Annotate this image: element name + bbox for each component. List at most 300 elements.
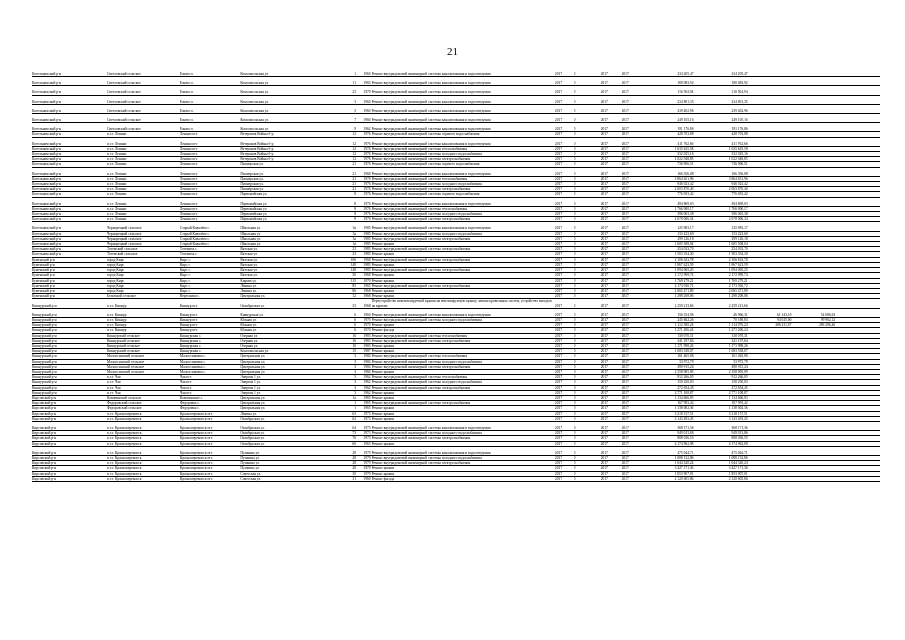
district-cell: Кирсовский р-н [32,426,107,431]
locality-cell: Тотемиха с. [180,252,240,257]
locality-cell: Красноперекопск пгт. [180,466,240,471]
settlement-cell: Коковинский сельское [107,395,180,400]
work-cell: Ремонт внутридомовой инженерной системы горячего водоснабжения [372,162,555,167]
street-cell: Вятская ул. [240,257,336,262]
settlement-cell: п.г.т. Чая [107,385,180,390]
year-start-cell: 2017 [601,426,622,431]
year-end-cell: 2017 [622,252,643,257]
extra-cell: 1979 [357,456,372,461]
settlement-cell: Малоосинский сельское [107,359,180,364]
type-cell: 0 [574,273,601,278]
type-cell: 0 [574,354,601,359]
street-cell: Вятская ул. [240,247,336,252]
year-start-cell: 2017 [601,176,622,181]
cost-total-cell: 368 171,36 [642,426,694,431]
work-cell: Ремонт внутридомовой инженерной системы холодного водоснабжения [372,231,555,236]
settlement-cell: п.г.т. Чая [107,380,180,385]
extra-cell: 1962 [357,127,372,132]
type-cell: 0 [574,369,601,374]
year-end-cell: 2017 [622,456,643,461]
cost-total-cell: 4 174 962,08 [642,441,694,446]
extra-cell: 1973 [357,431,372,436]
year-plan-cell: 2017 [555,242,574,247]
house-cell: 56 [336,273,357,278]
street-cell: Первомайская ул. [240,217,336,222]
street-cell: Центральная ул. [240,364,336,369]
locality-cell: Чая пгт. [180,380,240,385]
street-cell: Озерная ул. [240,333,336,338]
type-cell: 0 [574,406,601,411]
type-cell: 0 [574,390,601,395]
street-cell: Ветеранов Войны б-р [240,152,336,157]
work-cell: Ремонт крыши [372,278,555,283]
cost-col3-cell: 286 411,07 [749,323,793,328]
extra-cell: 1962 [357,380,372,385]
extra-cell: 1968 [357,257,372,262]
year-end-cell: 2017 [622,406,643,411]
year-end-cell: 2017 [622,338,643,343]
year-start-cell: 2017 [601,172,622,177]
street-cell: Пушкина ул. [240,466,336,471]
work-cell: Ремонт крыши [372,369,555,374]
year-plan-cell: 2017 [555,390,574,395]
house-cell: 28 [336,451,357,456]
type-cell: 0 [574,401,601,406]
house-cell: 23 [336,252,357,257]
cost-total-cell: 2 603 870,40 [642,187,694,192]
district-cell: Котельничский р-н [32,217,107,222]
district-cell: Котельничский р-н [32,206,107,211]
year-start-cell: 2017 [601,192,622,197]
year-start-cell: 2017 [601,202,622,207]
district-cell: Кикнурский р-н [32,299,107,308]
settlement-cell: Чернорецкий сельское [107,231,180,236]
work-cell: Ремонт внутридомовой инженерной системы электроснабжения [372,217,555,222]
year-plan-cell: 2017 [555,162,574,167]
cost-fund-cell: 3 218 157,51 [694,411,748,416]
type-cell: 0 [574,411,601,416]
house-cell: 7 [336,118,357,123]
cost-fund-cell: 33 972,79 [694,359,748,364]
year-plan-cell: 2017 [555,152,574,157]
cost-fund-cell: 239 402,96 [694,109,748,114]
cost-total-cell: 1 867 623,59 [642,262,694,267]
street-cell: Южная ул. [240,328,336,333]
year-start-cell: 2017 [601,390,622,395]
locality-cell: Кирс с. [180,288,240,293]
type-cell: 0 [574,456,601,461]
street-cell: Советская ул. [240,471,336,476]
type-cell: 0 [574,226,601,231]
cost-fund-cell: 411 762,66 [694,142,748,147]
street-cell: Октябрьская ул. [240,426,336,431]
year-end-cell: 2017 [622,375,643,380]
type-cell: 0 [574,323,601,328]
year-plan-cell: 2017 [555,247,574,252]
year-start-cell: 2017 [601,100,622,105]
year-start-cell: 2017 [601,317,622,322]
house-cell: 1а [336,395,357,400]
work-cell: Ремонт внутридомовой инженерной системы электроснабжения [372,268,555,273]
house-cell: 86 [336,288,357,293]
district-cell: Котельничский р-н [32,81,107,86]
locality-cell: Кикнурская с. [180,333,240,338]
house-cell: 9 [336,127,357,132]
year-start-cell: 2017 [601,456,622,461]
cost-fund-cell: 2 065 471,89 [694,288,748,293]
table-row [32,476,880,481]
cost-total-cell: 125 983,17 [642,226,694,231]
year-start-cell: 2017 [601,182,622,187]
district-cell: Котельничский р-н [32,247,107,252]
cost-total-cell: 161 465,06 [642,354,694,359]
year-end-cell: 2017 [622,226,643,231]
house-cell: 8 [336,217,357,222]
settlement-cell: п.г.т. Чая [107,375,180,380]
cost-fund-cell: 1 683 538,07 [694,349,748,354]
year-end-cell: 2017 [622,90,643,95]
locality-cell: Ежово п. [180,90,240,95]
district-cell: Кикнурский р-н [32,323,107,328]
work-cell: Ремонт внутридомовой инженерной системы теплоснабжения [372,333,555,338]
street-cell: Школьная ул. [240,226,336,231]
locality-cell: Тотемиха с. [180,247,240,252]
street-cell: Озерная ул. [240,338,336,343]
street-cell: Южная ул. [240,323,336,328]
type-cell: 0 [574,328,601,333]
extra-cell: 1965 [357,401,372,406]
district-cell: Котельничский р-н [32,157,107,162]
year-plan-cell: 2017 [555,401,574,406]
street-cell: Центральная ул. [240,294,336,299]
extra-cell: 1976 [357,212,372,217]
street-cell: Комсомольская ул. [240,118,336,123]
type-cell: 0 [574,132,601,137]
year-start-cell: 2017 [601,257,622,262]
extra-cell: 1976 [357,152,372,157]
work-cell: Ремонт внутридомовой инженерной системы электроснабжения [372,401,555,406]
year-start-cell: 2017 [601,90,622,95]
house-cell: 6 [336,328,357,333]
year-plan-cell: 2017 [555,132,574,137]
work-cell: Ремонт внутридомовой инженерной системы канализования и водоотведения [372,172,555,177]
type-cell: 0 [574,461,601,466]
type-cell: 0 [574,109,601,114]
work-cell: Ремонт внутридомовой инженерной системы холодного водоснабжения [372,359,555,364]
cost-fund-cell: 1 867 623,59 [694,262,748,267]
settlement-cell: п.г.т. Ленино [107,192,180,197]
cost-fund-cell: 2 771 108,87 [694,390,748,395]
district-cell: Кирсовский р-н [32,411,107,416]
year-end-cell: 2017 [622,411,643,416]
locality-cell: Старый Ковалёво с. [180,226,240,231]
house-cell: 28 [336,466,357,471]
cost-total-cell: 2 259 213,66 [642,299,694,308]
type-cell: 0 [574,343,601,348]
district-cell: Котельничский р-н [32,152,107,157]
house-cell: 115 [336,278,357,283]
year-plan-cell: 2017 [555,369,574,374]
extra-cell: 1965 [357,406,372,411]
work-cell: Ремонт крыши [372,349,555,354]
year-plan-cell: 2017 [555,283,574,288]
extra-cell: 1960 [357,72,372,77]
cost-fund-cell: 332 025,16 [694,152,748,157]
district-cell: Кирсовский р-н [32,451,107,456]
cost-total-cell: 2 358 905,09 [642,369,694,374]
type-cell: 0 [574,157,601,162]
cost-col4-cell: 286 286,40 [792,323,836,328]
locality-cell: Вересники с. [180,294,240,299]
cost-total-cell: 1 112 500,24 [642,323,694,328]
extra-cell: 1962 [357,390,372,395]
cost-col4-cell [792,299,836,308]
street-cell: Школьная ул. [240,242,336,247]
work-cell: Ремонт внутридомовой инженерной системы теплоснабжения [372,375,555,380]
district-cell: Кирсовский р-н [32,395,107,400]
type-cell: 0 [574,127,601,132]
year-end-cell: 2017 [622,323,643,328]
street-cell: Вятская ул. [240,252,336,257]
year-start-cell: 2017 [601,212,622,217]
year-start-cell: 2017 [601,268,622,273]
year-end-cell: 2017 [622,349,643,354]
cost-total-cell: 2 678 006,34 [642,217,694,222]
locality-cell: Кикнур пгт. [180,313,240,318]
year-start-cell: 2017 [601,343,622,348]
year-end-cell: 2017 [622,152,643,157]
locality-cell: Кикнур пгт. [180,299,240,308]
extra-cell: 1976 [357,146,372,151]
extra-cell: 1976 [357,182,372,187]
cost-total-cell: 234 205,47 [642,72,694,77]
cost-fund-cell: 736 906,51 [694,162,748,167]
locality-cell: Красноперекопск пгт. [180,411,240,416]
year-plan-cell: 2017 [555,157,574,162]
cost-fund-cell: 1 271 206,24 [694,328,748,333]
type-cell: 0 [574,395,601,400]
year-start-cell: 2017 [601,72,622,77]
year-end-cell: 2017 [622,81,643,86]
cost-total-cell: 245 662,26 [642,317,694,322]
cost-fund-cell: 1 853 907,01 [694,471,748,476]
district-cell: Кирсовский р-н [32,431,107,436]
cost-col3-cell [749,299,793,308]
year-start-cell: 2017 [601,401,622,406]
district-cell: Котельничский р-н [32,242,107,247]
settlement-cell: Федоровский сельское [107,406,180,411]
settlement-cell: Чернорецкий сельское [107,226,180,231]
year-end-cell: 2017 [622,231,643,236]
work-cell: Ремонт внутридомовой инженерной системы канализования и водоотведения [372,226,555,231]
work-cell: Ремонт внутридомовой инженерной системы канализования и водоотведения [372,100,555,105]
work-cell: Ремонт внутридомовой инженерной системы холодного водоснабжения [372,380,555,385]
settlement-cell: Малоосинский сельское [107,369,180,374]
year-start-cell: 2017 [601,294,622,299]
district-cell: Котельничский р-н [32,100,107,105]
district-cell: Куменский р-н [32,257,107,262]
locality-cell: Ленино пгт. [180,192,240,197]
work-cell: Ремонт внутридомовой инженерной системы электроснабжения [372,236,555,241]
house-cell: 6 [336,323,357,328]
district-cell: Кикнурский р-н [32,317,107,322]
extra-cell: 1976 [357,162,372,167]
district-cell: Кикнурский р-н [32,390,107,395]
work-cell: Ремонт внутридомовой инженерной системы электроснабжения [372,157,555,162]
year-plan-cell: 2017 [555,118,574,123]
settlement-cell: п.г.т. Кикнур [107,313,180,318]
settlement-cell: город Кирс [107,288,180,293]
cost-total-cell: 1 766 900,17 [642,206,694,211]
extra-cell: 1976 [357,206,372,211]
house-cell: 148 [336,268,357,273]
year-end-cell: 2017 [622,268,643,273]
type-cell: 0 [574,118,601,123]
type-cell: 0 [574,317,601,322]
year-plan-cell: 2017 [555,176,574,181]
type-cell: 0 [574,217,601,222]
house-cell: 6 [336,317,357,322]
year-plan-cell: 2017 [555,395,574,400]
extra-cell: 1968 [357,299,372,308]
year-plan-cell: 2017 [555,406,574,411]
district-cell: Котельничский р-н [32,252,107,257]
street-cell: Октябрьская ул. [240,431,336,436]
year-end-cell: 2017 [622,317,643,322]
year-start-cell: 2017 [601,157,622,162]
cost-total-cell: 428 703,88 [642,132,694,137]
year-plan-cell: 2017 [555,317,574,322]
year-end-cell: 2017 [622,109,643,114]
cost-total-cell: 776 053,42 [642,192,694,197]
cost-fund-cell: 912 266,05 [694,375,748,380]
year-end-cell: 2017 [622,202,643,207]
type-cell: 0 [574,283,601,288]
locality-cell: Ленино пгт. [180,176,240,181]
cost-total-cell: 1 138 002,36 [642,406,694,411]
year-start-cell: 2017 [601,395,622,400]
type-cell: 0 [574,212,601,217]
locality-cell: Ежово п. [180,109,240,114]
type-cell: 0 [574,182,601,187]
district-cell: Кирсовский р-н [32,466,107,471]
house-cell: 3 [336,100,357,105]
house-cell: 8 [336,212,357,217]
cost-col5-cell [836,299,880,308]
locality-cell: Федоровка с. [180,406,240,411]
cost-total-cell: 1 134 666,93 [642,395,694,400]
street-cell: Пионерская ул. [240,176,336,181]
street-cell: Комсомольская ул. [240,72,336,77]
cost-fund-cell: 2 603 870,40 [694,187,748,192]
cost-total-cell: 133 423,60 [642,231,694,236]
work-cell: Ремонт внутридомовой инженерной системы теплоснабжения [372,354,555,359]
district-cell: Куменский р-н [32,283,107,288]
extra-cell: 1979 [357,451,372,456]
locality-cell: Ленино пгт. [180,146,240,151]
locality-cell: Кикнурская с. [180,349,240,354]
house-cell: 3 [336,390,357,395]
cost-total-cell: 912 266,05 [642,375,694,380]
settlement-cell: город Кирс [107,268,180,273]
type-cell: 0 [574,176,601,181]
year-end-cell: 2017 [622,132,643,137]
street-cell: Центральная ул. [240,401,336,406]
extra-cell: 1960 [357,109,372,114]
year-end-cell: 2017 [622,395,643,400]
type-cell: 0 [574,172,601,177]
type-cell: 0 [574,100,601,105]
district-cell: Кирсовский р-н [32,461,107,466]
type-cell: 0 [574,202,601,207]
cost-col4-cell [792,476,836,481]
locality-cell: Ежово п. [180,127,240,132]
cost-total-cell: 180 083,92 [642,81,694,86]
locality-cell: Красноперекопск пгт. [180,416,240,421]
house-cell: 12 [336,294,357,299]
year-start-cell: 2017 [601,132,622,137]
house-cell: 8 [336,202,357,207]
house-cell: 11 [336,81,357,86]
street-cell: Первомайская ул. [240,192,336,197]
year-plan-cell: 2017 [555,364,574,369]
cost-total-cell: 1 094 065,25 [642,268,694,273]
cost-total-cell: 341 197,84 [642,338,694,343]
work-cell: Ремонт внутридомовой инженерной системы канализования и водоотведения [372,81,555,86]
settlement-cell: п.г.т. Ленино [107,217,180,222]
district-cell: Котельничский р-н [32,162,107,167]
year-plan-cell: 2017 [555,375,574,380]
cost-fund-cell: 368 171,36 [694,426,748,431]
cost-total-cell: 946 023,42 [642,182,694,187]
cost-total-cell: 33 972,79 [642,359,694,364]
settlement-cell: Чернорецкий сельское [107,236,180,241]
settlement-cell: Кикнурский сельское [107,349,180,354]
type-cell: 0 [574,385,601,390]
street-cell: Кирова ул. [240,278,336,283]
street-cell: Энергия 1 ул. [240,375,336,380]
year-end-cell: 2017 [622,217,643,222]
year-start-cell: 2017 [601,313,622,318]
cost-total-cell: 166 356,08 [642,172,694,177]
cost-fund-cell: 1 134 666,93 [694,395,748,400]
settlement-cell: п.г.т. Чая [107,390,180,395]
year-plan-cell: 2017 [555,100,574,105]
cost-total-cell: 1 271 206,24 [642,328,694,333]
locality-cell: Кикнур пгт. [180,317,240,322]
cost-total-cell: 2 120 605,86 [642,476,694,481]
type-cell: 0 [574,338,601,343]
extra-cell: 1984 [357,369,372,374]
locality-cell: Ленино пгт. [180,142,240,147]
district-cell: Котельничский р-н [32,236,107,241]
type-cell: 0 [574,146,601,151]
year-start-cell: 2017 [601,162,622,167]
year-start-cell: 2017 [601,299,622,308]
cost-fund-cell: 2 120 605,86 [694,476,748,481]
settlement-cell: Светловский сельское [107,109,180,114]
type-cell: 0 [574,162,601,167]
district-cell: Кикнурский р-н [32,338,107,343]
house-cell: 63 [336,411,357,416]
district-cell: Котельничский р-н [32,202,107,207]
house-cell: 3 [336,369,357,374]
street-cell: Комсомольская ул. [240,127,336,132]
cost-total-cell: 254 033,70 [642,247,694,252]
cost-fund-cell: 946 023,42 [694,182,748,187]
cost-total-cell: 1 503 354,30 [642,252,694,257]
work-cell: Ремонт крыши [372,242,555,247]
